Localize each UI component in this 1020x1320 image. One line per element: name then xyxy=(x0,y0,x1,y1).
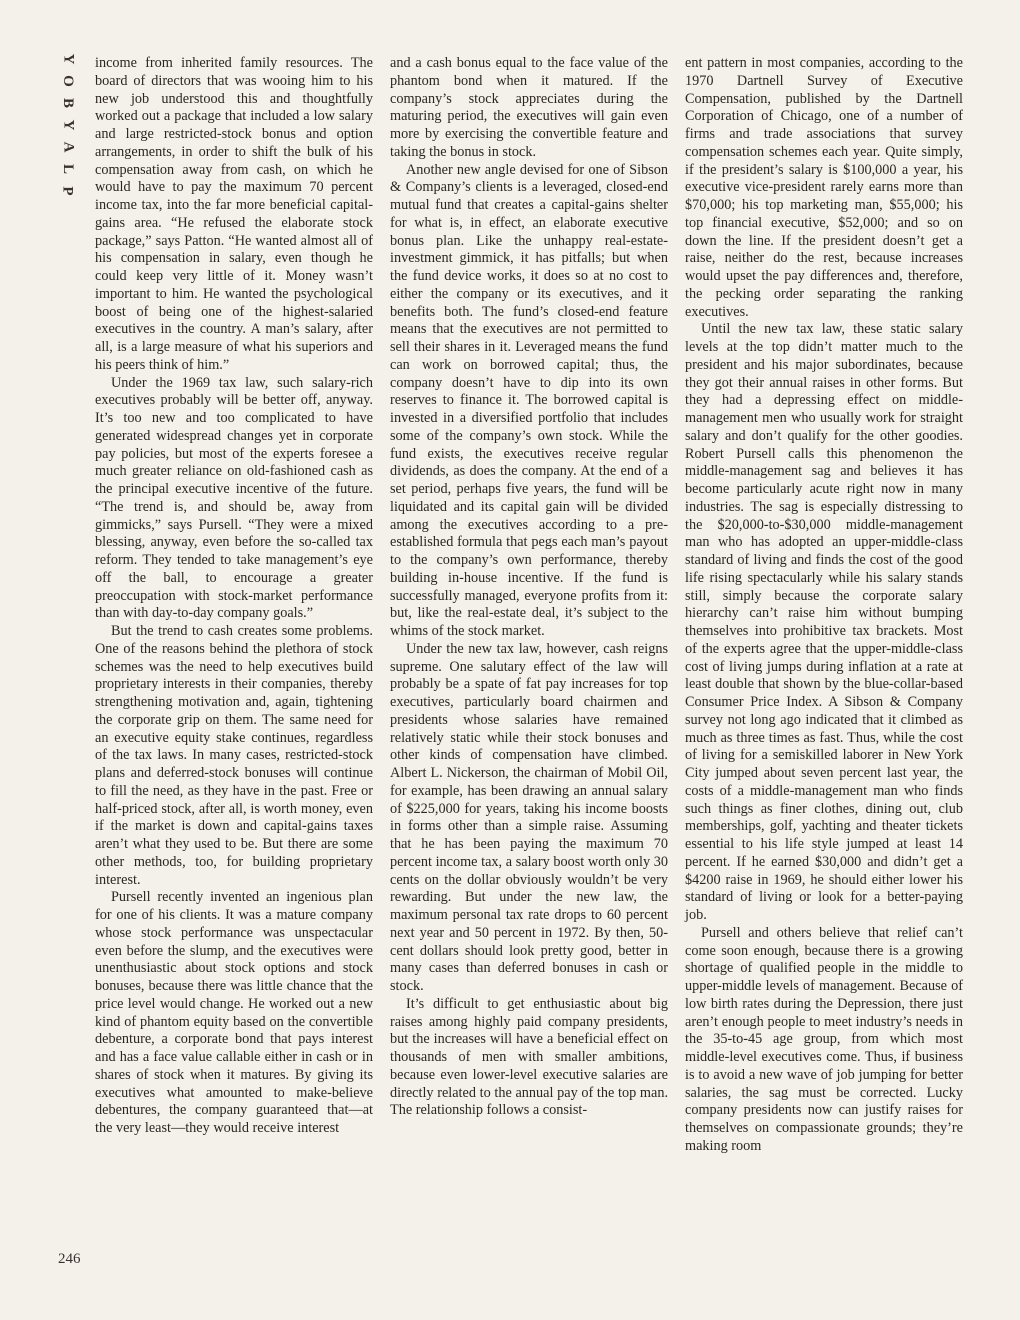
page-number: 246 xyxy=(58,1251,81,1267)
paragraph: Under the new tax law, however, cash reigns supreme. One salutary effect of the law will probably be a spate of fat pay increases for top executives, particularly board chairmen and presidents whose salaries have remained relatively static while their stock bonuses and other kinds of compensation have climbed. Albert L. Nickerson, the chairman of Mobil Oil, for example, has been drawing an annual salary of $225,000 for years, taking his income boosts in forms other than a simple raise. Assuming that he has been paying the maximum 70 percent income tax, a salary boost worth only 30 cents on the dollar obviously wouldn’t be very rewarding. But under the new law, the maximum personal tax rate drops to 60 percent next year and 50 percent in 1972. By then, 50-cent dollars should look pretty good, better in many cases than deferred bonuses in cash or stock. xyxy=(390,640,668,994)
paragraph: Pursell and others believe that relief can’t come soon enough, because there is a growing shortage of qualified people in the middle to upper-middle levels of management. Because of low birth rates during the Depression, there just aren’t enough people to meet industry’s needs in the 35-to-45 age group, from which most middle-level executives come. Thus, if business is to avoid a new wave of job jumping for better salaries, the sag must be corrected. Lucky company presidents now can justify raises for themselves on compassionate grounds; they’re making room xyxy=(685,924,963,1154)
running-head-letter: O xyxy=(59,75,76,87)
paragraph: Under the 1969 tax law, such salary-rich executives probably will be better off, anyway. It’s too new and too complicated to have generated widespread changes yet in corporate pay policies, but most of the experts foresee a much greater reliance on old-fashioned cash as the principal executive incentive of the future. “The trend is, and should be, away from gimmicks,” says Pursell. “They were a mixed blessing, anyway, even before the so-called tax reform. They tended to take management’s eye off the ball, to encourage a greater preoccupation with stock-market performance than with day-to-day company goals.” xyxy=(95,374,373,622)
paragraph: Pursell recently invented an ingenious plan for one of his clients. It was a mature company whose stock performance was unspectacular even before the slump, and the executives were unenthusiastic about stock options and stock bonuses, because there was little chance that the price level would change. He worked out a new kind of phantom equity based on the convertible debenture, a corporate bond that pays interest and has a face value callable either in cash or in shares of stock when it matures. By giving its executives what amounted to make-believe debentures, the company guaranteed that—at the very least—they would receive interest xyxy=(95,889,373,1136)
running-head xyxy=(58,48,78,202)
paragraph: Until the new tax law, these static salary levels at the top didn’t matter much to the president and his major subordinates, because they got their annual raises in other forms. But they had a depressing effect on middle-management men who usually work for straight salary and don’t qualify for the other goodies. Robert Pursell calls this phenomenon the middle-management sag and believes it has become particularly acute right now in many industries. The sag is especially distressing to the $20,000-to-$30,000 middle-management man who has adopted an upper-middle-class standard of living and finds the cost of the good life rising spectacularly while his salary stands still, simply because the corporate salary hierarchy can’t raise him without bumping themselves into prohibitive tax brackets. Most of the experts agree that the upper-middle-class cost of living jumps during inflation at a rate at least double that shown by the blue-collar-based Consumer Price Index. A Sibson & Company survey not long ago indicated that it climbed as much as three times as fast. Thus, while the cost of living for a semiskilled laborer in New York City jumped about seven percent last year, the costs of a middle-management man who finds such things as finer clothes, dining out, club memberships, golf, yachting and theater tickets essential to his life style jumped at least 14 percent. If he earned $30,000 and didn’t get a $4200 raise in 1969, he should either lower his standard of living or look for a better-paying job. xyxy=(685,321,963,923)
paragraph: Another new angle devised for one of Sibson & Company’s clients is a leveraged, closed-end mutual fund that creates a capital-gains shelter for what is, in effect, an elaborate executive bonus plan. Like the unhappy real-estate-investment gimmick, it has pitfalls; but when the fund device works, it does so at no cost to either the company or its executives, and it benefits both. The fund’s closed-end feature means that the executives are not permitted to sell their shares in it. Leveraged means the fund can work on borrowed capital; thus, the company doesn’t have to dip into its own reserves to finance it. The borrowed capital is invested in a diversified portfolio that includes some of the company’s own stock. While the fund exists, the executives receive regular dividends, as does the company. At the end of a set period, perhaps five years, the fund will be liquidated and its capital gain will be divided among the executives according to a pre-established formula that pegs each man’s payout to the company’s own performance, thereby building in-house incentive. If the fund is successfully managed, everyone profits from it: but, like the real-estate deal, it’s subject to the whims of the stock market. xyxy=(390,161,668,639)
text-column-1 xyxy=(95,55,373,1138)
running-head-letter: Y xyxy=(60,53,76,65)
running-head-letter: Y xyxy=(60,119,76,131)
paragraph: and a cash bonus equal to the face value of the phantom bond when it matured. If the company’s stock appreciates during the maturing period, the executives will gain even more by exercising the convertible feature and taking the bonus in stock. xyxy=(390,55,668,160)
running-head-letter: L xyxy=(59,163,76,175)
paragraph: ent pattern in most companies, according to the 1970 Dartnell Survey of Executive Compensation, published by the Dartnell Corporation of Chicago, one of a number of firms and trade associations that survey compensation schemes each year. Quite simply, if the president’s salary is $100,000 a year, his executive vice-president rarely earns more than $70,000; his top marketing man, $55,000; his top financial executive, $52,000; and so on down the line. If the president doesn’t get a raise, neither do the rest, because increases would upset the pay differences and, therefore, the pecking order separating the ranking executives. xyxy=(685,55,963,320)
running-head-letter: B xyxy=(59,97,76,109)
running-head-letter: A xyxy=(60,141,76,153)
paragraph: It’s difficult to get enthusiastic about big raises among highly paid company presidents, but the increases will have a beneficial effect on thousands of men with smaller ambitions, because even lower-level executive salaries are directly related to the annual pay of the top man. The relationship follows a consist- xyxy=(390,995,668,1119)
text-column-2 xyxy=(390,55,668,1120)
text-column-3 xyxy=(685,55,963,1156)
paragraph: But the trend to cash creates some problems. One of the reasons behind the plethora of stock schemes was the need to help executives build proprietary interests in their companies, thereby strengthening motivation and, again, tightening the corporate grip on them. The same need for an executive equity stake continues, regardless of the tax laws. In many cases, restricted-stock plans and deferred-stock bonuses will continue to fill the need, as they have in the past. Free or half-priced stock, after all, is worth money, even if the market is down and capital-gains taxes aren’t what they used to be. But there are some other methods, too, for building proprietary interest. xyxy=(95,623,373,888)
paragraph: income from inherited family resources. The board of directors that was wooing him to his new job understood this and thoughtfully worked out a package that included a low salary and large restricted-stock bonus and option arrangements, in order to shift the bulk of his compensation away from cash, on which he would have to pay the maximum 70 percent income tax, into the far more beneficial capital-gains area. “He refused the elaborate stock package,” says Patton. “He wanted almost all of his compensation in salary, even though he could keep very little of it. Money wasn’t important to him. He wanted the psychological boost of being one of the highest-salaried executives in the country. A man’s salary, after all, is a large measure of what his superiors and his peers think of him.” xyxy=(95,55,373,373)
running-head-letter: P xyxy=(59,186,76,196)
